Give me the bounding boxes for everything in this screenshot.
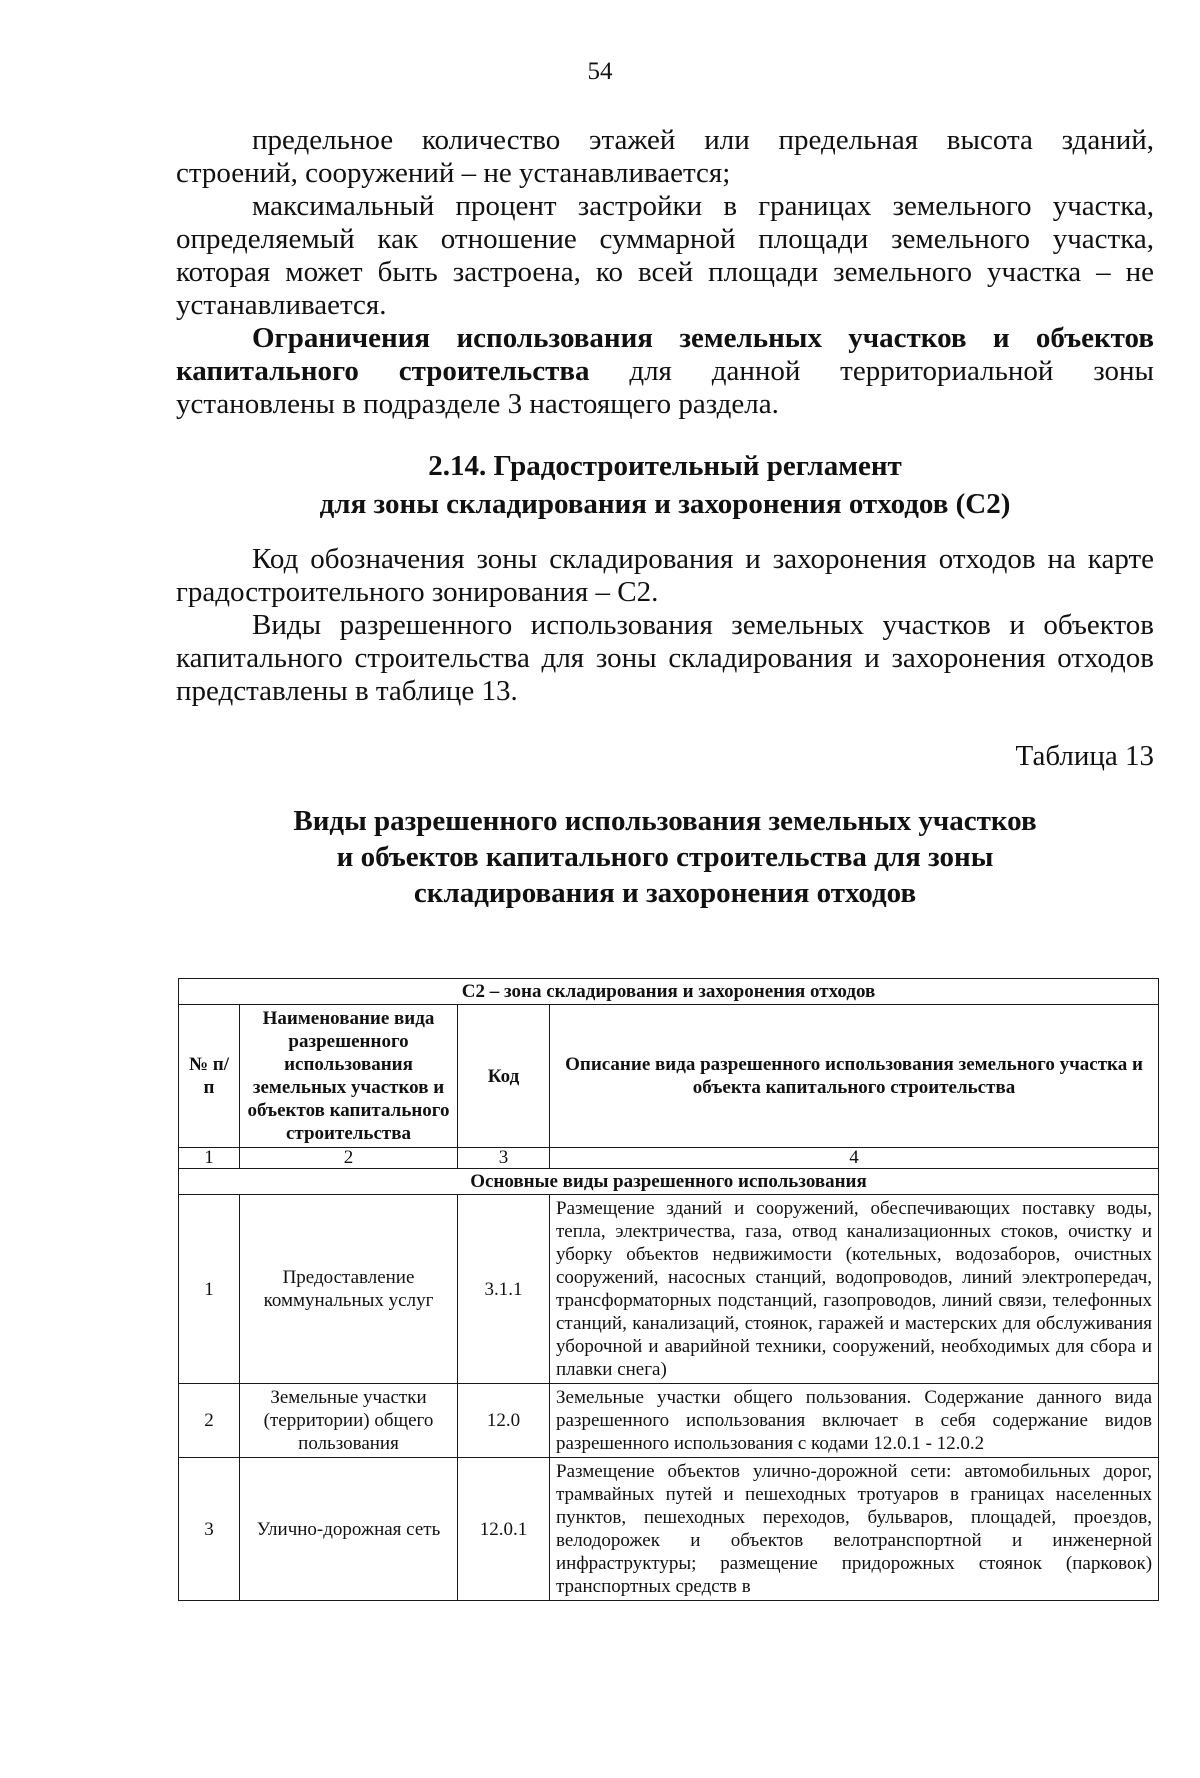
row-code: 12.0.1 bbox=[458, 1458, 550, 1601]
row-name: Земельные участки (территории) общего пользования bbox=[240, 1384, 458, 1458]
restrictions-bold-text: Ограничения использования земельных участков и объектов капитального строительства bbox=[176, 322, 1154, 387]
restrictions-rest-text: для данной территориальной зоны установлены в подразделе 3 настоящего раздела. bbox=[176, 355, 1154, 420]
table-caption: Таблица 13 bbox=[1015, 740, 1154, 772]
group-header: Основные виды разрешенного использования bbox=[179, 1169, 1159, 1195]
column-number: 3 bbox=[458, 1148, 550, 1169]
header-name: Наименование вида разрешенного использования земельных участков и объектов капитального строительства bbox=[240, 1005, 458, 1148]
table-header-row bbox=[179, 1005, 1159, 1148]
row-desc: Размещение зданий и сооружений, обеспечивающих поставку воды, тепла, электричества, газа, отвод канализационных стоков, очистку и уборку объектов недвижимости (котельных, водозаборов, очистных сооружений, насосных станций, водопроводов, линий электропередач, трансформаторных подстанций, газопроводов, линий связи, телефонных станций, канализаций, стоянок, гаражей и мастерских для обслуживания уборочной и аварийной техники, сооружений, необходимых для сбора и плавки снега) bbox=[550, 1195, 1159, 1384]
table-row bbox=[179, 1384, 1159, 1458]
zone-header: С2 – зона складирования и захоронения отходов bbox=[179, 979, 1159, 1005]
row-desc: Земельные участки общего пользования. Содержание данного вида разрешенного использования включает в себя содержание видов разрешенного использования с кодами 12.0.1 - 12.0.2 bbox=[550, 1384, 1159, 1458]
row-num: 3 bbox=[179, 1458, 240, 1601]
column-number: 2 bbox=[240, 1148, 458, 1169]
paragraph-zone-code: Код обозначения зоны складирования и захоронения отходов на карте градостроительного зонирования – С2. bbox=[176, 543, 1154, 608]
paragraph-max-floors: предельное количество этажей или предельная высота зданий, строений, сооружений – не устанавливается; bbox=[176, 124, 1154, 189]
table-title bbox=[176, 803, 1154, 911]
row-name: Предоставление коммунальных услуг bbox=[240, 1195, 458, 1384]
row-num: 1 bbox=[179, 1195, 240, 1384]
header-desc: Описание вида разрешенного использования земельного участка и объекта капитального строительства bbox=[550, 1005, 1159, 1148]
paragraph-usage-types: Виды разрешенного использования земельных участков и объектов капитального строительства для зоны складирования и захоронения отходов представлены в таблице 13. bbox=[176, 609, 1154, 707]
group-header-row bbox=[179, 1169, 1159, 1195]
column-numbers-row bbox=[179, 1148, 1159, 1169]
section-title-line2: для зоны складирования и захоронения отходов (С2) bbox=[319, 488, 1011, 520]
table-title-line2: и объектов капитального строительства для зоны bbox=[336, 841, 994, 873]
row-num: 2 bbox=[179, 1384, 240, 1458]
table-row bbox=[179, 1195, 1159, 1384]
row-desc: Размещение объектов улично-дорожной сети: автомобильных дорог, трамвайных путей и пешеходных тротуаров в границах населенных пунктов, пешеходных переходов, бульваров, площадей, проездов, велодорожек и объектов велотранспортной и инженерной инфраструктуры; размещение придорожных стоянок (парковок) транспортных средств в bbox=[550, 1458, 1159, 1601]
column-number: 1 bbox=[179, 1148, 240, 1169]
page-number: 54 bbox=[587, 58, 613, 85]
header-num: № п/п bbox=[179, 1005, 240, 1148]
paragraph-restrictions bbox=[176, 322, 1154, 421]
zone-header-row bbox=[179, 979, 1159, 1005]
usage-table bbox=[178, 978, 1159, 1601]
header-code: Код bbox=[458, 1005, 550, 1148]
table-title-line3: складирования и захоронения отходов bbox=[413, 877, 917, 909]
page-content bbox=[176, 124, 1154, 911]
usage-table-container bbox=[178, 978, 1158, 1601]
table-row bbox=[179, 1458, 1159, 1601]
table-title-line1: Виды разрешенного использования земельных участков bbox=[293, 805, 1037, 837]
column-number: 4 bbox=[550, 1148, 1159, 1169]
row-code: 12.0 bbox=[458, 1384, 550, 1458]
section-title-line1: 2.14. Градостроительный регламент bbox=[428, 450, 902, 482]
section-title bbox=[176, 447, 1154, 523]
row-code: 3.1.1 bbox=[458, 1195, 550, 1384]
paragraph-max-coverage: максимальный процент застройки в границах земельного участка, определяемый как отношение суммарной площади земельного участка, которая может быть застроена, ко всей площади земельного участка – не устанавливается. bbox=[176, 190, 1154, 321]
row-name: Улично-дорожная сеть bbox=[240, 1458, 458, 1601]
